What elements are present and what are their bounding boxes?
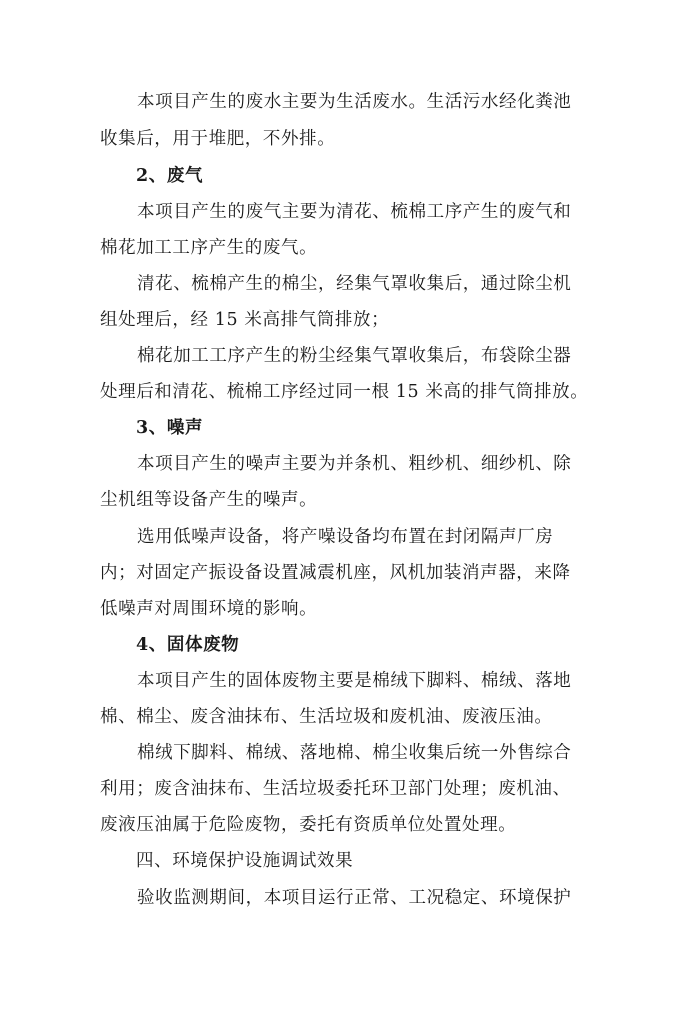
- paragraph-line: 本项目产生的固体废物主要是棉绒下脚料、棉绒、落地: [137, 671, 572, 691]
- paragraph-line: 棉花加工工序产生的粉尘经集气罩收集后，布袋除尘器: [137, 346, 572, 366]
- paragraph-line: 组处理后，经 15 米高排气筒排放；: [100, 310, 390, 330]
- paragraph-line: 本项目产生的噪声主要为并条机、粗纱机、细纱机、除: [137, 454, 572, 474]
- paragraph-line: 尘机组等设备产生的噪声。: [100, 490, 318, 510]
- paragraph-line: 本项目产生的废气主要为清花、梳棉工序产生的废气和: [137, 202, 572, 222]
- paragraph-line: 内；对固定产振设备设置减震机座，风机加装消声器，来降: [100, 563, 571, 583]
- paragraph-line: 选用低噪声设备，将产噪设备均布置在封闭隔声厂房: [137, 527, 554, 547]
- paragraph-line: 收集后，用于堆肥，不外排。: [100, 129, 336, 149]
- paragraph-line: 棉、棉尘、废含油抹布、生活垃圾和废机油、废液压油。: [100, 707, 553, 727]
- paragraph-line: 低噪声对周围环境的影响。: [100, 599, 318, 619]
- paragraph-line: 棉花加工工序产生的废气。: [100, 238, 318, 258]
- section-heading: 2、废气: [136, 166, 204, 186]
- paragraph-line: 废液压油属于危险废物，委托有资质单位处置处理。: [100, 815, 517, 835]
- paragraph-line: 清花、梳棉产生的棉尘，经集气罩收集后，通过除尘机: [137, 274, 572, 294]
- paragraph-line: 处理后和清花、梳棉工序经过同一根 15 米高的排气筒排放。: [100, 382, 589, 402]
- section-heading: 3、噪声: [136, 418, 204, 438]
- paragraph-line: 本项目产生的废水主要为生活废水。生活污水经化粪池: [137, 92, 572, 112]
- paragraph-line: 利用；废含油抹布、生活垃圾委托环卫部门处理；废机油、: [100, 779, 571, 799]
- paragraph-line: 棉绒下脚料、棉绒、落地棉、棉尘收集后统一外售综合: [137, 743, 572, 763]
- paragraph-line: 验收监测期间，本项目运行正常、工况稳定、环境保护: [137, 888, 572, 908]
- chapter-heading: 四、环境保护设施调试效果: [136, 851, 354, 871]
- section-heading: 4、固体废物: [136, 635, 240, 655]
